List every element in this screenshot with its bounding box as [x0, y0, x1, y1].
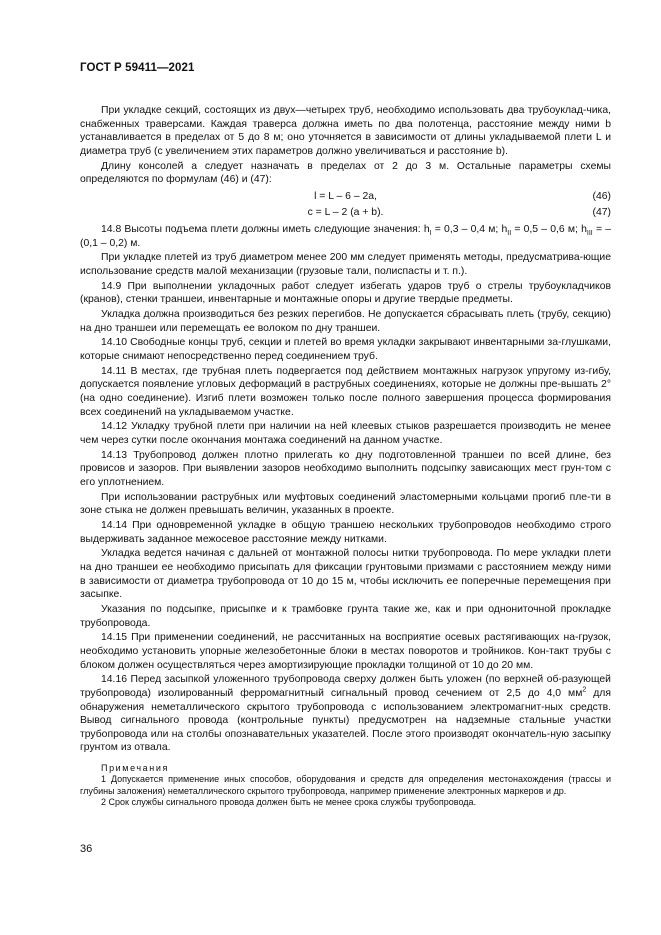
note-2: 2 Срок службы сигнального провода должен быть не менее срока службы трубопровода.: [101, 797, 477, 808]
formula-46: [80, 190, 611, 204]
document-body: [80, 104, 611, 809]
paragraph: При использовании раструбных или муфтовых соединений эластомерными кольцами прогиб пле-ти в зоне стыка не должен превышать величин, указанных в проекте.: [80, 491, 611, 517]
paragraph-14-10: 14.10 Свободные концы труб, секции и плетей во время укладки закрывают инвентарными за-глушками, которые снимают непосредственно перед соединением труб.: [80, 337, 611, 363]
notes-title: Примечания: [101, 762, 169, 773]
formula-number: (46): [592, 190, 611, 202]
paragraph: При укладке секций, состоящих из двух—четырех труб, необходимо использовать два трубоуклад-чика, снабженных траверсами. Каждая траверса должна иметь по два полотенца, расстояние между ними b устанавливается в пределах от 5 до 8 м; оно уточняется в зависимости от длины укладываемой плети L и диаметра труб (с увеличением этих параметров должно увеличиваться и расстояние b).: [80, 105, 611, 157]
paragraph: При укладке плетей из труб диаметром менее 200 мм следует применять методы, предусматрива-ющие использование средств малой механизации (грузовые тали, полиспасты и т. п.).: [80, 252, 611, 277]
notes: [80, 763, 611, 809]
formula-text: c = L – 2 (a + b).: [307, 207, 384, 219]
paragraph-14-13: 14.13 Трубопровод должен плотно прилегать ко дну подготовленной траншеи по всей длине, без провисов и зазоров. При выявлении зазоров необходимо выполнить подсыпку зависающих мест грун-том с его уплотнением.: [80, 449, 611, 488]
note-1: 1 Допускается применение иных способов, оборудования и средств для определения местонахождения (трассы и глубины заложения) неметаллического скрытого трубопровода, например применение электронных маркеров и др.: [80, 774, 611, 796]
paragraph-14-11: 14.11 В местах, где трубная плеть подвергается под действием монтажных нагрузок упругому из-гибу, допускается появление угловых деформаций в раструбных соединениях, которые не должны пре-вышать 2° (на одно соединение). Изгиб плети возможен только после полного завершения процесса формирования всех соединений на укладываемом участке.: [80, 365, 611, 418]
formula-47: [80, 206, 611, 220]
paragraph: Укладка должна производиться без резких перегибов. Не допускается сбрасывать плеть (трубу, секцию) на дно траншеи или перемещать ее волоком по дну траншеи.: [80, 309, 611, 334]
paragraph-14-16: 14.16 Перед засыпкой уложенного трубопровода сверху должен быть уложен (по верхней об-разующей трубопровода) изолированный ферромагнитный сигнальный провод сечением от 2,5 до 4,0 $мм^2$ для обнаружения неметаллического скрытого трубопровода с использованием электромагнит-ных средств. Вывод сигнального провода (контрольные пункты) предусмотрен на надземные стальные участки трубопровода или на столбы опознавательных указателей. После этого производят окончатель-ную засыпку грунтом из отвала.: [80, 674, 611, 754]
paragraph-14-14: 14.14 При одновременной укладке в общую траншею нескольких трубопроводов необходимо строго выдерживать заданное межосевое расстояние между нитками.: [80, 520, 611, 545]
paragraph-14-12: 14.12 Укладку трубной плети при наличии на ней клеевых стыков разрешается производить не менее чем через сутки после окончания монтажа соединений на данном участке.: [80, 421, 611, 446]
formula-number: (47): [592, 207, 611, 219]
document-header: ГОСТ Р 59411—2021: [80, 62, 195, 74]
paragraph: Укладка ведется начиная с дальней от монтажной полосы нитки трубопровода. По мере укладки плети на дно траншеи ее необходимо присыпать для фиксации грунтовыми призмами с расстоянием между ними в зависимости от диаметра трубопровода от 10 до 15 м, чтобы исключить ее поперечные перемещения при засыпке.: [80, 548, 611, 601]
paragraph-14-9: 14.9 При выполнении укладочных работ следует избегать ударов труб о стрелы трубоукладчиков (кранов), стенки траншеи, инвентарные и монтажные опоры и другие твердые предметы.: [80, 280, 611, 306]
paragraph-14-8: 14.8 Высоты подъема плети должны иметь следующие значения: $h_I = 0,3 - 0,4$ м; $h_{II} = 0,5 - 0,6$ м; $h_{III} = -(0,1 - 0,2)$ м.: [80, 223, 611, 249]
formula-text: l = L – 6 – 2a,: [314, 190, 377, 202]
paragraph: Указания по подсыпке, присыпке и к трамбовке грунта такие же, как и при однониточной прокладке трубопровода.: [80, 604, 611, 629]
page-number: 36: [80, 843, 93, 855]
paragraph: Длину консолей a следует назначать в пределах от 2 до 3 м. Остальные параметры схемы определяются по формулам (46) и (47):: [80, 160, 611, 186]
paragraph-14-15: 14.15 При применении соединений, не рассчитанных на восприятие осевых растягивающих на-грузок, необходимо установить упорные железобетонные блоки в местах поворотов и тройников. Кон-такт трубы с блоком должен осуществляться через амортизирующие прокладки толщиной от 10 до 20 мм.: [80, 632, 611, 671]
